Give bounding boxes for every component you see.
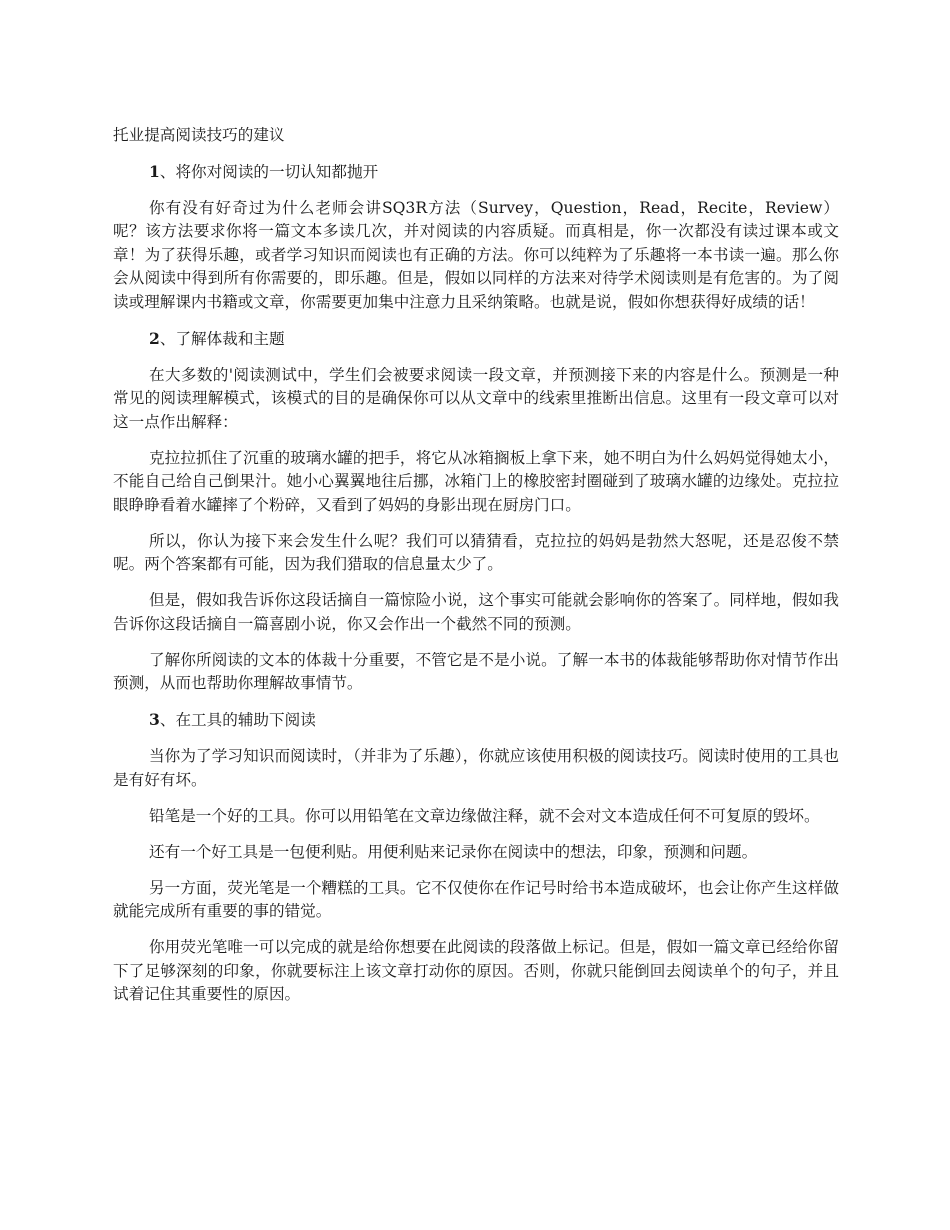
paragraph: 你用荧光笔唯一可以完成的就是给你想要在此阅读的段落做上标记。但是，假如一篇文章已经给你留下了足够深刻的印象，你就要标注上该文章打动你的原因。否则，你就只能倒回去阅读单个的句子，并且试着记住其重要性的原因。 bbox=[113, 938, 839, 1003]
paragraph: 克拉拉抓住了沉重的玻璃水罐的把手，将它从冰箱搁板上拿下来，她不明白为什么妈妈觉得她太小，不能自己给自己倒果汁。她小心翼翼地往后挪，冰箱门上的橡胶密封圈碰到了玻璃水罐的边缘处。克拉拉眼睁睁看着水罐摔了个粉碎，又看到了妈妈的身影出现在厨房门口。 bbox=[113, 448, 839, 514]
paragraph: 当你为了学习知识而阅读时，（并非为了乐趣），你就应该使用积极的阅读技巧。阅读时使用的工具也是有好有坏。 bbox=[113, 747, 839, 789]
document-page bbox=[113, 124, 839, 1019]
paragraph: 在大多数的'阅读测试中，学生们会被要求阅读一段文章，并预测接下来的内容是什么。预测是一种常见的阅读理解模式，该模式的目的是确保你可以从文章中的线索里推断出信息。这里有一段文章可以对这一点作出解释： bbox=[113, 365, 839, 431]
section-heading-2 bbox=[113, 327, 839, 352]
section-heading-1 bbox=[113, 160, 839, 185]
paragraph: 但是，假如我告诉你这段话摘自一篇惊险小说，这个事实可能就会影响你的答案了。同样地，假如我告诉你这段话摘自一篇喜剧小说，你又会作出一个截然不同的预测。 bbox=[113, 591, 839, 633]
paragraph: 所以，你认为接下来会发生什么呢？我们可以猜猜看，克拉拉的妈妈是勃然大怒呢，还是忍俊不禁呢。两个答案都有可能，因为我们猎取的信息量太少了。 bbox=[113, 531, 839, 573]
section-heading-text: 、在工具的辅助下阅读 bbox=[159, 711, 316, 729]
paragraph: 另一方面，荧光笔是一个糟糕的工具。它不仅使你在作记号时给书本造成破坏，也会让你产生这样做就能完成所有重要的事的错觉。 bbox=[113, 878, 839, 920]
paragraph: 了解你所阅读的文本的体裁十分重要，不管它是不是小说。了解一本书的体裁能够帮助你对情节作出预测，从而也帮助你理解故事情节。 bbox=[113, 650, 839, 692]
section-heading-3 bbox=[113, 708, 839, 733]
section-number: 1 bbox=[149, 161, 160, 181]
section-number: 2 bbox=[149, 328, 160, 348]
paragraph: 还有一个好工具是一包便利贴。用便利贴来记录你在阅读中的想法，印象，预测和问题。 bbox=[149, 842, 758, 861]
section-heading-text: 、将你对阅读的一切认知都抛开 bbox=[159, 162, 379, 181]
paragraph: 你有没有好奇过为什么老师会讲SQ3R方法（Survey，Question，Read，Recite，Review）呢？该方法要求你将一篇文本多读几次，并对阅读的内容质疑。而真相是，你一次都没有读过课本或文章！为了获得乐趣，或者学习知识而阅读也有正确的方法。你可以纯粹为了乐趣将一本书读一遍。那么你会从阅读中得到所有你需要的，即乐趣。但是，假如以同样的方法来对待学术阅读则是有危害的。为了阅读或理解课内书籍或文章，你需要更加集中注意力且采纳策略。也就是说，假如你想获得好成绩的话！ bbox=[113, 198, 839, 311]
document-title: 托业提高阅读技巧的建议 bbox=[113, 126, 285, 144]
paragraph: 铅笔是一个好的工具。你可以用铅笔在文章边缘做注释，就不会对文本造成任何不可复原的毁坏。 bbox=[149, 806, 820, 825]
section-heading-text: 、了解体裁和主题 bbox=[159, 329, 285, 348]
section-number: 3 bbox=[149, 710, 160, 729]
